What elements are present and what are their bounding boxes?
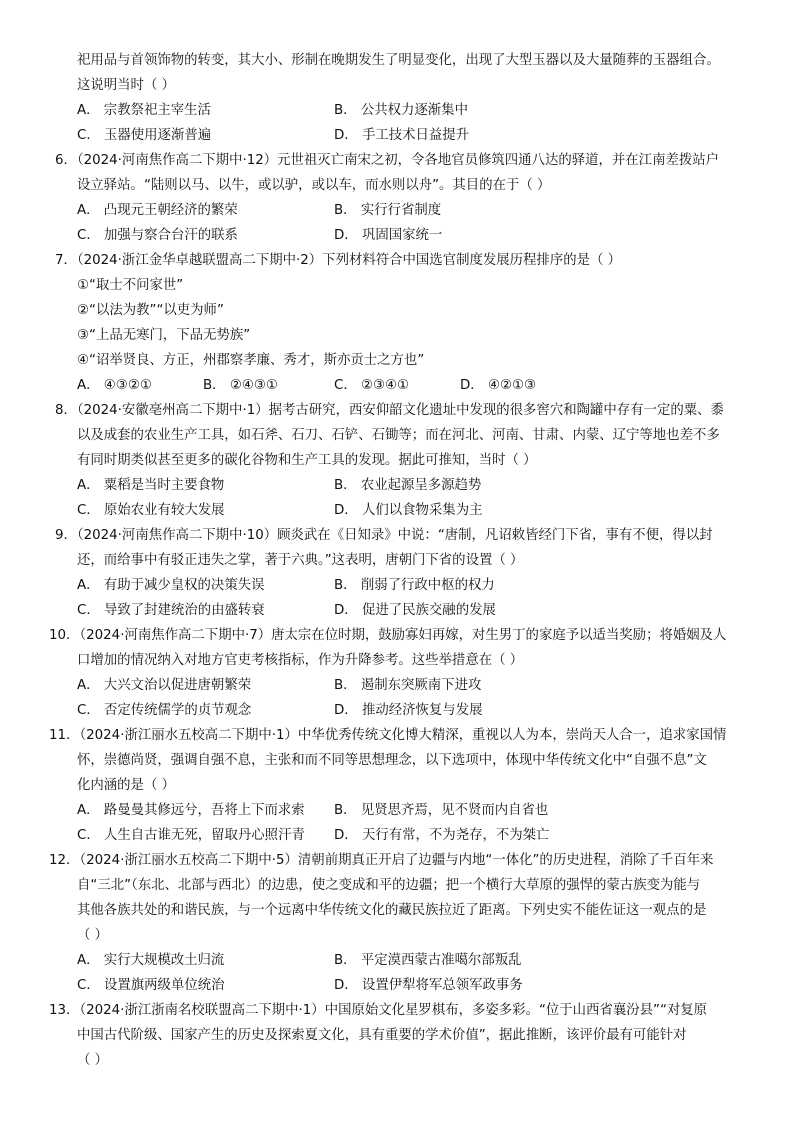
q13-line-3: （ ） <box>77 1053 109 1068</box>
q6-option-d[interactable]: D． 巩固国家统一 <box>334 228 443 243</box>
q8-option-d[interactable]: D． 人们以食物采集为主 <box>334 503 483 518</box>
q11-line-1: 11．（2024·浙江丽水五校高二下期中·1）中华优秀传统文化博大精深，重视以人为本，崇尚天人合一，追求家国情 <box>49 728 727 743</box>
q12-option-d[interactable]: D． 设置伊犁将军总领军政事务 <box>334 978 523 993</box>
q8-line-3: 有同时期类似甚至更多的碳化谷物和生产工具的发现。据此可推知，当时（ ） <box>77 453 537 468</box>
q5-option-d[interactable]: D． 手工技术日益提升 <box>334 128 470 143</box>
q11-option-a[interactable]: A． 路曼曼其修远兮，吾将上下而求索 <box>77 803 305 818</box>
q5-line-1: 祀用品与首领饰物的转变，其大小、形制在晚期发生了明显变化，出现了大型玉器以及大量随葬的玉器组合。 <box>77 53 720 68</box>
q7-item-3: ③“上品无寒门，下品无势族” <box>77 328 251 343</box>
q11-option-b[interactable]: B． 见贤思齐焉，见不贤而内自省也 <box>334 803 549 818</box>
q10-option-a[interactable]: A． 大兴文治以促进唐朝繁荣 <box>77 678 252 693</box>
q10-line-1: 10．（2024·河南焦作高二下期中·7）唐太宗在位时期，鼓励寡妇再嫁，对生男丁的家庭予以适当奖励；将婚姻及人 <box>49 628 727 643</box>
q6-option-a[interactable]: A． 凸现元王朝经济的繁荣 <box>77 203 238 218</box>
q5-line-2: 这说明当时（ ） <box>77 78 175 93</box>
q7-option-b[interactable]: B． ②④③① <box>203 378 278 393</box>
q9-option-b[interactable]: B． 削弱了行政中枢的权力 <box>334 578 495 593</box>
q7-option-c[interactable]: C． ②③④① <box>334 378 410 393</box>
q12-option-b[interactable]: B． 平定漠西蒙古准噶尔部叛乱 <box>334 953 522 968</box>
q11-line-2: 怀，崇德尚贤，强调自强不息，主张和而不同等思想理念，以下选项中，体现中华传统文化中“自强不息”文 <box>77 753 707 768</box>
q8-option-a[interactable]: A． 粟稻是当时主要食物 <box>77 478 225 493</box>
q9-option-a[interactable]: A． 有助于减少皇权的决策失误 <box>77 578 265 593</box>
q11-option-c[interactable]: C． 人生自古谁无死，留取丹心照汗青 <box>77 828 305 843</box>
q10-option-c[interactable]: C． 否定传统儒学的贞节观念 <box>77 703 252 718</box>
q12-line-3: 其他各族共处的和谐民族，与一个远离中华传统文化的藏民族拉近了距离。下列史实不能佐证这一观点的是 <box>77 903 707 918</box>
q12-line-2: 自“三北”（东北、北部与西北）的边患，使之变成和平的边疆；把一个横行大草原的强悍的蒙古族变为能与 <box>77 878 701 893</box>
q7-item-1: ①“取士不问家世” <box>77 278 184 293</box>
q8-line-1: 8．（2024·安徽亳州高二下期中·1）据考古研究，西安仰韶文化遗址中发现的很多窖穴和陶罐中存有一定的粟、黍 <box>55 403 724 418</box>
q8-line-2: 以及成套的农业生产工具，如石斧、石刀、石铲、石锄等；而在河北、河南、甘肃、内蒙、辽宁等地也差不多 <box>77 428 720 443</box>
q10-option-b[interactable]: B． 遏制东突厥南下进攻 <box>334 678 482 693</box>
q10-option-d[interactable]: D． 推动经济恢复与发展 <box>334 703 483 718</box>
q7-option-d[interactable]: D． ④②①③ <box>460 378 536 393</box>
q5-option-b[interactable]: B． 公共权力逐渐集中 <box>334 103 468 118</box>
q9-option-d[interactable]: D． 促进了民族交融的发展 <box>334 603 496 618</box>
q10-line-2: 口增加的情况纳入对地方官吏考核指标，作为升降参考。这些举措意在（ ） <box>77 653 524 668</box>
q12-option-a[interactable]: A． 实行大规模改土归流 <box>77 953 225 968</box>
q7-item-2: ②“以法为教”“以吏为师” <box>77 303 224 318</box>
q12-option-c[interactable]: C． 设置旗两级单位统治 <box>77 978 225 993</box>
q6-option-c[interactable]: C． 加强与察合台汗的联系 <box>77 228 238 243</box>
q13-line-2: 中国古代阶级、国家产生的历史及探索夏文化，具有重要的学术价值”，据此推断，该评价最有可能针对 <box>77 1028 687 1043</box>
q13-line-1: 13．（2024·浙江浙南名校联盟高二下期中·1）中国原始文化星罗棋布，多姿多彩。“位于山西省襄汾县”“对复原 <box>49 1003 708 1018</box>
q11-line-3: 化内涵的是（ ） <box>77 778 175 793</box>
q6-option-b[interactable]: B． 实行行省制度 <box>334 203 442 218</box>
q9-line-1: 9．（2024·河南焦作高二下期中·10）顾炎武在《日知录》中说：“唐制，凡诏敕皆经门下省，事有不便，得以封 <box>55 528 713 543</box>
q8-option-c[interactable]: C． 原始农业有较大发展 <box>77 503 225 518</box>
q9-option-c[interactable]: C． 导致了封建统治的由盛转衰 <box>77 603 265 618</box>
q12-line-4: （ ） <box>77 928 109 943</box>
q9-line-2: 还，而给事中有驳正违失之掌，著于六典。”这表明，唐朝门下省的设置（ ） <box>77 553 524 568</box>
q5-option-a[interactable]: A． 宗教祭祀主宰生活 <box>77 103 211 118</box>
q12-line-1: 12．（2024·浙江丽水五校高二下期中·5）清朝前期真正开启了边疆与内地“一体化”的历史进程，消除了千百年来 <box>49 853 714 868</box>
q5-option-c[interactable]: C． 玉器使用逐渐普遍 <box>77 128 212 143</box>
q6-line-1: 6．（2024·河南焦作高二下期中·12）元世祖灭亡南宋之初，令各地官员修筑四通八达的驿道，并在江南差拨站户 <box>55 153 720 168</box>
q11-option-d[interactable]: D． 天行有常，不为尧存，不为桀亡 <box>334 828 550 843</box>
q6-line-2: 设立驿站。“陆则以马、以牛，或以驴，或以车，而水则以舟”。其目的在于（ ） <box>77 178 551 193</box>
q7-option-a[interactable]: A． ④③②① <box>77 378 152 393</box>
q7-item-4: ④“诏举贤良、方正，州郡察孝廉、秀才，斯亦贡士之方也” <box>77 353 425 368</box>
q7-line-1: 7．（2024·浙江金华卓越联盟高二下期中·2）下列材料符合中国选官制度发展历程排序的是（ ） <box>55 253 622 268</box>
q8-option-b[interactable]: B． 农业起源呈多源趋势 <box>334 478 482 493</box>
